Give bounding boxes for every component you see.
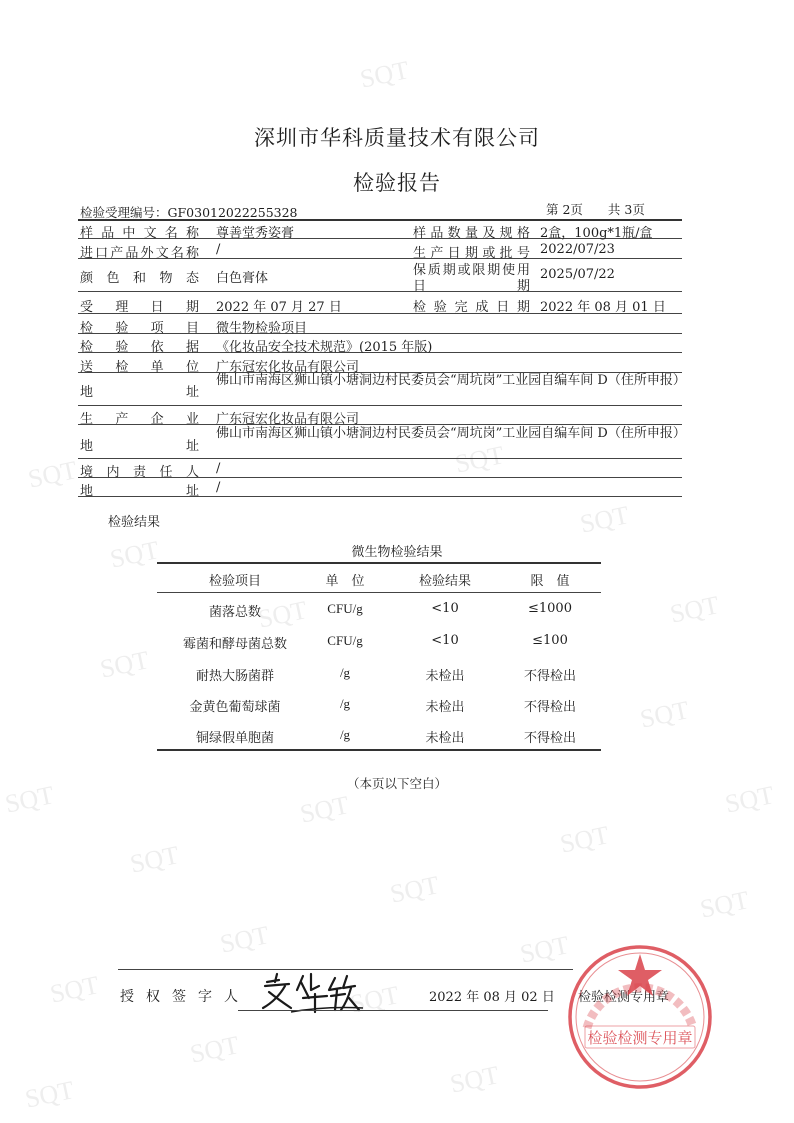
producer-label: 生产企业 (80, 412, 199, 427)
blank-page-note: （本页以下空白） (346, 776, 447, 791)
test-item-label: 检验项目 (80, 321, 199, 336)
shelf-life-label-line1: 保质期或限期使用 (413, 263, 530, 278)
company-name: 深圳市华科质量技术有限公司 (254, 126, 540, 150)
watermark-text: SQT (637, 695, 692, 734)
sender-address-value: 佛山市南海区狮山镇小塘洞边村民委员会“周坑岗”工业园自编车间 D（住所申报） (216, 373, 686, 388)
handwritten-signature (255, 968, 365, 1016)
cell-unit: /g (339, 727, 351, 742)
cell-item: 耐热大肠菌群 (195, 669, 274, 684)
header-unit: 单 位 (325, 574, 365, 589)
stamp-label: 检验检测专用章 (578, 990, 670, 1005)
watermark-text: SQT (187, 1030, 242, 1069)
watermark-text: SQT (2, 780, 57, 819)
shelf-life-value: 2025/07/22 (540, 267, 615, 282)
watermark-text: SQT (517, 930, 572, 969)
page-info: 第 2页 共 3页 (546, 202, 645, 217)
cell-limit: 不得检出 (523, 669, 576, 684)
watermark-text: SQT (447, 1060, 502, 1099)
cell-unit: /g (339, 665, 351, 680)
header-limit: 限 值 (530, 574, 570, 589)
signatory-label: 授权签字人 (120, 989, 250, 1005)
watermark-text: SQT (387, 870, 442, 909)
cell-unit: CFU/g (327, 601, 363, 616)
cell-result: 未检出 (425, 700, 465, 715)
foreign-name-label: 进口产品外文名称 (80, 246, 199, 261)
signature-date: 2022 年 08 月 02 日 (429, 990, 555, 1005)
signature-line (238, 1010, 548, 1011)
cell-limit: 不得检出 (523, 731, 576, 746)
info-rule (78, 291, 682, 292)
info-rule (78, 458, 682, 459)
report-number: 检验受理编号：GF03012022255328 (80, 205, 298, 220)
results-table-top-rule (157, 562, 601, 564)
results-heading: 检验结果 (108, 515, 161, 530)
report-title: 检验报告 (353, 171, 441, 195)
watermark-text: SQT (25, 455, 80, 494)
production-date-label: 生产日期或批号 (413, 246, 530, 261)
watermark-text: SQT (557, 820, 612, 859)
test-basis-value: 《化妆品安全技术规范》(2015 年版) (216, 340, 433, 355)
header-result: 检验结果 (418, 574, 471, 589)
cell-item: 霉菌和酵母菌总数 (182, 637, 287, 652)
appearance-label: 颜色和物态 (80, 271, 199, 286)
cell-unit: /g (339, 696, 351, 711)
producer-address-value: 佛山市南海区狮山镇小塘洞边村民委员会“周坑岗”工业园自编车间 D（住所申报） (216, 426, 686, 441)
test-item-value: 微生物检验项目 (216, 321, 308, 336)
watermark-text: SQT (667, 590, 722, 629)
watermark-text: SQT (697, 885, 752, 924)
official-seal (565, 942, 715, 1092)
cell-limit: ≤100 (532, 633, 568, 648)
watermark-text: SQT (347, 980, 402, 1019)
sample-qty-label: 样品数量及规格 (413, 226, 530, 241)
sample-name-value: 尊善堂秀姿膏 (216, 226, 295, 241)
sender-label: 送检单位 (80, 360, 199, 375)
results-table-bottom-rule (157, 749, 601, 751)
results-table-header-rule (157, 592, 601, 593)
responsible-address-value: / (216, 480, 221, 495)
watermark-text: SQT (217, 920, 272, 959)
producer-value: 广东冠宏化妆品有限公司 (216, 412, 360, 427)
watermark-text: SQT (297, 790, 352, 829)
watermark-text: SQT (452, 440, 507, 479)
cell-item: 金黄色葡萄球菌 (189, 700, 281, 715)
sender-value: 广东冠宏化妆品有限公司 (216, 360, 360, 375)
responsible-party-value: / (216, 461, 221, 476)
cell-item: 菌落总数 (208, 605, 261, 620)
cell-unit: CFU/g (327, 633, 363, 648)
appearance-value: 白色膏体 (216, 271, 269, 286)
watermark-text: SQT (47, 970, 102, 1009)
info-top-rule (78, 219, 682, 221)
test-basis-label: 检验依据 (80, 340, 199, 355)
producer-address-label: 地址 (80, 439, 199, 454)
results-table-caption: 微生物检验结果 (351, 545, 443, 560)
cell-result: 未检出 (425, 731, 465, 746)
cell-limit: ≤1000 (528, 601, 572, 616)
watermark-text: SQT (255, 595, 310, 634)
responsible-party-label: 境内责任人 (80, 465, 199, 480)
watermark-text: SQT (22, 1075, 77, 1114)
responsible-address-label: 地址 (80, 484, 199, 499)
watermark-text: SQT (722, 780, 777, 819)
cell-result: 未检出 (425, 669, 465, 684)
watermark-text: SQT (577, 500, 632, 539)
received-date-value: 2022 年 07 月 27 日 (216, 300, 342, 315)
header-item: 检验项目 (208, 574, 261, 589)
completed-date-value: 2022 年 08 月 01 日 (540, 300, 666, 315)
sample-qty-value: 2盒，100g*1瓶/盒 (540, 226, 653, 241)
watermark-text: SQT (357, 55, 412, 94)
watermark-text: SQT (97, 645, 152, 684)
sample-name-label: 样品中文名称 (80, 226, 199, 241)
watermark-text: SQT (107, 535, 162, 574)
shelf-life-label-line2: 日 期 (413, 279, 530, 294)
cell-item: 铜绿假单胞菌 (195, 731, 274, 746)
cell-result: <10 (431, 633, 459, 648)
info-rule (78, 405, 682, 406)
received-date-label: 受理日期 (80, 300, 199, 315)
watermark-text: SQT (127, 840, 182, 879)
sender-address-label: 地址 (80, 385, 199, 400)
production-date-value: 2022/07/23 (540, 242, 615, 257)
cell-result: <10 (431, 601, 459, 616)
completed-date-label: 检验完成日期 (413, 300, 530, 315)
foreign-name-value: / (216, 242, 221, 257)
seal-text: 检验检测专用章 (587, 1029, 693, 1047)
cell-limit: 不得检出 (523, 700, 576, 715)
